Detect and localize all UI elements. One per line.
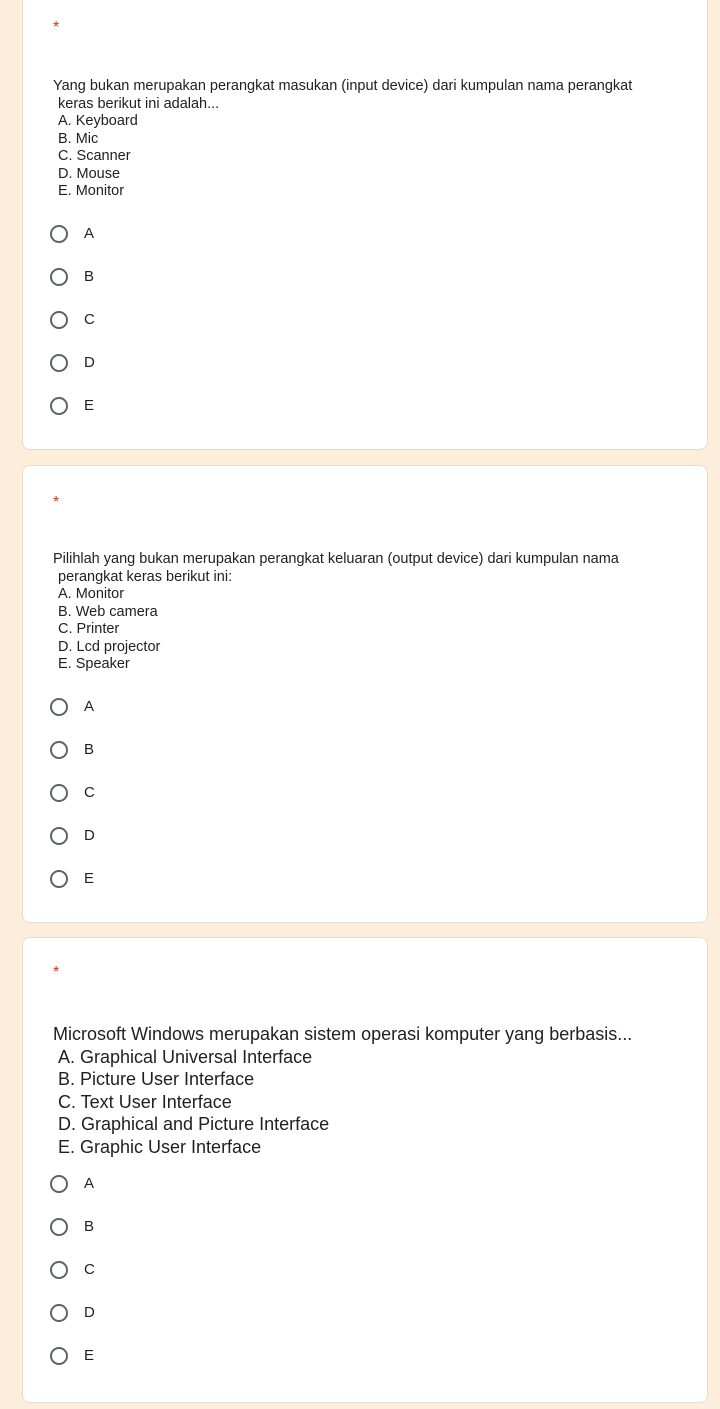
- radio-circle-icon[interactable]: [50, 1218, 68, 1236]
- option-d[interactable]: [50, 341, 95, 384]
- choice-text-e: E. Monitor: [58, 183, 125, 199]
- option-label: B: [84, 268, 95, 285]
- choice-text-d: D. Mouse: [58, 165, 121, 182]
- radio-circle-icon[interactable]: [50, 827, 68, 845]
- choice-text-d: D. Graphical and Picture Interface: [58, 1114, 330, 1134]
- option-a[interactable]: [50, 685, 95, 728]
- choice-text-a: A. Monitor: [58, 586, 125, 602]
- option-c[interactable]: [50, 771, 95, 814]
- choice-text-b: B. Picture User Interface: [58, 1069, 255, 1089]
- option-b[interactable]: [50, 728, 95, 771]
- option-b[interactable]: [50, 255, 95, 298]
- option-e[interactable]: [50, 857, 95, 900]
- radio-circle-icon[interactable]: [50, 1261, 68, 1279]
- option-b[interactable]: [50, 1205, 95, 1248]
- question-line-1: Pilihlah yang bukan merupakan perangkat keluaran (output device) dari kumpulan nama: [53, 551, 619, 567]
- choice-text-e: E. Graphic User Interface: [58, 1136, 262, 1157]
- choice-text-c: C. Text User Interface: [58, 1091, 232, 1112]
- radio-circle-icon[interactable]: [50, 784, 68, 802]
- radio-circle-icon[interactable]: [50, 1175, 68, 1193]
- radio-circle-icon[interactable]: [50, 225, 68, 243]
- radio-circle-icon[interactable]: [50, 397, 68, 415]
- option-d[interactable]: [50, 814, 95, 857]
- option-label: B: [84, 741, 95, 758]
- question-line-1: Microsoft Windows merupakan sistem operasi komputer yang berbasis...: [53, 1024, 633, 1044]
- radio-circle-icon[interactable]: [50, 870, 68, 888]
- option-label: C: [84, 311, 95, 328]
- required-asterisk: *: [53, 494, 60, 511]
- option-e[interactable]: [50, 384, 95, 427]
- option-label: E: [84, 1347, 95, 1364]
- question-line-2: perangkat keras berikut ini:: [58, 568, 233, 585]
- option-c[interactable]: [50, 298, 95, 341]
- radio-circle-icon[interactable]: [50, 1304, 68, 1322]
- option-a[interactable]: [50, 212, 95, 255]
- radio-group: [50, 685, 95, 900]
- option-label: E: [84, 397, 95, 414]
- choice-text-d: D. Lcd projector: [58, 638, 161, 655]
- question-line-1: Yang bukan merupakan perangkat masukan (input device) dari kumpulan nama perangkat: [53, 78, 633, 94]
- option-label: C: [84, 784, 95, 801]
- option-label: E: [84, 870, 95, 887]
- choice-text-b: B. Mic: [58, 130, 99, 147]
- option-d[interactable]: [50, 1291, 95, 1334]
- question-card-2: [22, 465, 708, 923]
- option-label: D: [84, 1304, 95, 1321]
- option-label: A: [84, 698, 95, 715]
- question-card-3: [22, 937, 708, 1403]
- option-c[interactable]: [50, 1248, 95, 1291]
- option-a[interactable]: [50, 1162, 95, 1205]
- radio-circle-icon[interactable]: [50, 698, 68, 716]
- radio-circle-icon[interactable]: [50, 311, 68, 329]
- question-text: [53, 1023, 683, 1158]
- question-line-2: keras berikut ini adalah...: [58, 95, 220, 112]
- choice-text-c: C. Scanner: [58, 148, 131, 164]
- radio-group: [50, 212, 95, 427]
- question-card-1: [22, 0, 708, 450]
- choice-text-a: A. Keyboard: [58, 113, 138, 129]
- question-text: [53, 551, 683, 674]
- option-label: D: [84, 827, 95, 844]
- choice-text-e: E. Speaker: [58, 656, 130, 672]
- required-asterisk: *: [53, 19, 60, 36]
- required-asterisk: *: [53, 964, 60, 981]
- choice-text-c: C. Printer: [58, 621, 120, 637]
- radio-group: [50, 1162, 95, 1377]
- choice-text-b: B. Web camera: [58, 603, 158, 620]
- radio-circle-icon[interactable]: [50, 268, 68, 286]
- radio-circle-icon[interactable]: [50, 1347, 68, 1365]
- option-label: A: [84, 1175, 95, 1192]
- option-label: A: [84, 225, 95, 242]
- option-label: D: [84, 354, 95, 371]
- option-label: C: [84, 1261, 95, 1278]
- radio-circle-icon[interactable]: [50, 354, 68, 372]
- option-label: B: [84, 1218, 95, 1235]
- radio-circle-icon[interactable]: [50, 741, 68, 759]
- question-text: [53, 78, 683, 201]
- option-e[interactable]: [50, 1334, 95, 1377]
- choice-text-a: A. Graphical Universal Interface: [58, 1046, 313, 1067]
